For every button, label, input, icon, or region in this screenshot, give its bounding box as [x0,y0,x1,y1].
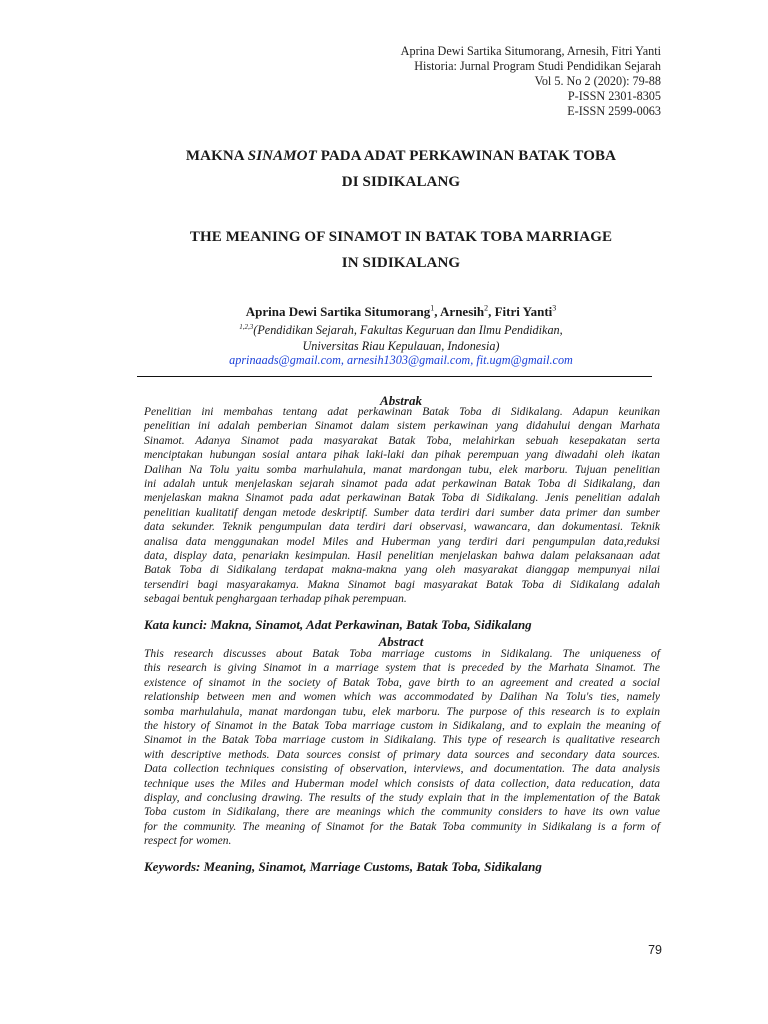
paragraph-line: Penelitian ini membahas tentang adat perkawinan Batak Toba di Sidikalang. Adapun keunikan [144,406,660,418]
paragraph-line: this research is giving Sinamot in a marriage system that is preceded by the Marhata Sinamot. The [144,662,660,675]
paragraph-line: data sekunder. Teknik pengumpulan data terdiri dari observasi, wawancara, dan dokumentasi. Teknik [144,521,660,534]
paragraph-line: Toba custom in Sidikalang, there are meanings which the community considers to have its own value [144,806,660,819]
title-english-line2: IN SIDIKALANG [341,255,461,271]
header-pissn: P-ISSN 2301-8305 [567,89,661,103]
header-volume: Vol 5. No 2 (2020): 79-88 [534,74,661,88]
paragraph-line: Sinamot in the Batak Toba marriage custom in Sidikalang. This type of research is qualitative research [144,734,660,747]
author-emails[interactable]: aprinaads@gmail.com, arnesih1303@gmail.com, fit.ugm@gmail.com [229,353,573,367]
paragraph-line: penelitian ini adalah pemberian Sinamot dalam sistem perkawinan yang didahului dengan Marhata [144,420,660,433]
paragraph-line: existence of sinamot in the society of Batak Toba, gave birth to an agreement and created a social [144,676,660,689]
header-authors: Aprina Dewi Sartika Situmorang, Arnesih, Fitri Yanti [400,44,661,58]
paragraph-line: Sinamot. Adanya Sinamot pada masyarakat Batak Toba, melahirkan sebuah kesepakatan serta [144,434,660,447]
paragraph-line: data, display data, penariakn kesimpulan. Hasil penelitian menjelaskan bahwa dalam pelaksanaan adat [144,549,660,562]
paragraph-line: sebagai bentuk penghargaan terhadap pihak perempuan. [144,593,407,606]
author-list: Aprina Dewi Sartika Situmorang$^1$, Arnesih$^2$, Fitri Yanti$^3$ [245,303,557,319]
header-eissn: E-ISSN 2599-0063 [567,104,661,118]
abstrak-heading: Abstrak [380,393,422,408]
paragraph-line: ini adalah untuk menjelaskan sejarah sinamot pada adat perkawinan Batak Toba di Sidikalang, dan [144,477,660,490]
abstract-heading: Abstract [378,634,424,649]
paragraph-line: tersendiri bagi masyarakamya. Makna Sinamot bagi masyarakat Batak Toba di Sidikalang adalah [144,578,660,591]
journal-header [401,44,661,119]
abstract-body [144,647,660,848]
paragraph-line: menciptakan hubungan sosial antara pihak laki-laki dan pihak perempuan yang diwadahi oleh ikatan [144,449,660,462]
paragraph-line: Data collection techniques consisting of observation, interviews, and documentation. The data analysis [144,763,660,776]
separator-rule [137,376,652,377]
paragraph-line: somba marhulahula, manat mardongan tubu, elek marboru. The purpose of this research is to explain [144,705,660,718]
paragraph-line: with descriptive methods. Data sources consist of primary data sources and secondary data sources. [144,748,660,761]
affiliation: $^{1,2,3}$(Pendidikan Sejarah, Fakultas Keguruan dan Ilmu Pendidikan, Universitas Riau Kepulauan, Indonesia) [239,322,563,353]
page-number: 79 [648,943,662,957]
title-sinamot-italic: SINAMOT [247,148,317,164]
keywords: Keywords: Meaning, Sinamot, Marriage Customs, Batak Toba, Sidikalang [144,859,542,874]
paragraph-line: relationship between men and women which was accommodated by Dalihan Na Tolu's ties, namely [144,691,660,704]
paragraph-line: for the community. The meaning of Sinamot for the Batak Toba community in Sidikalang is a form of [144,820,660,833]
kata-kunci: Kata kunci: Makna, Sinamot, Adat Perkawinan, Batak Toba, Sidikalang [144,617,532,632]
abstrak-body [144,405,660,606]
title-english-line1: THE MEANING OF SINAMOT IN BATAK TOBA MARRIAGE [189,229,613,245]
paragraph-line: technique uses the Miles and Huberman model which consists of data collection, data reducation, data [144,777,660,790]
paragraph-line: penelitian kualitatif dengan metode deskriptif. Sumber data terdiri dari sumber data primer dan sumber [144,506,660,519]
paragraph-line: display, and conclusing drawing. The results of the study explain that in the implementation of the Batak [144,791,660,804]
paragraph-line: analisa data menggunakan model Miles and Huberman yang terdiri dari pengumpulan data,reduksi [144,535,660,548]
paragraph-line: menjelaskan makna Sinamot pada adat perkawinan Batak Toba di Sidikalang. Jenis penelitian adalah [144,492,660,505]
paragraph-line: This research discusses about Batak Toba marriage customs in Sidikalang. The uniqueness of [144,648,660,660]
title-indonesian-line2: DI SIDIKALANG [341,174,461,190]
title-indonesian-line1: MAKNA SINAMOT PADA ADAT PERKAWINAN BATAK TOBA [185,148,617,164]
paragraph-line: Dalihan Na Tolu yaitu somba marhulahula, manat mardongan tubu, elek marboru. Tujuan penelitian [144,463,660,476]
paragraph-line: respect for women. [144,835,232,848]
paragraph-line: the history of Sinamot in the Batak Toba marriage custom in Sidikalang, and to explain the meaning of [144,719,660,732]
paragraph-line: Batak Toba di Sidikalang terdapat makna-makna yang oleh masyarakat dianggap mempunyai nilai [144,564,660,577]
header-journal: Historia: Jurnal Program Studi Pendidikan Sejarah [414,59,661,73]
